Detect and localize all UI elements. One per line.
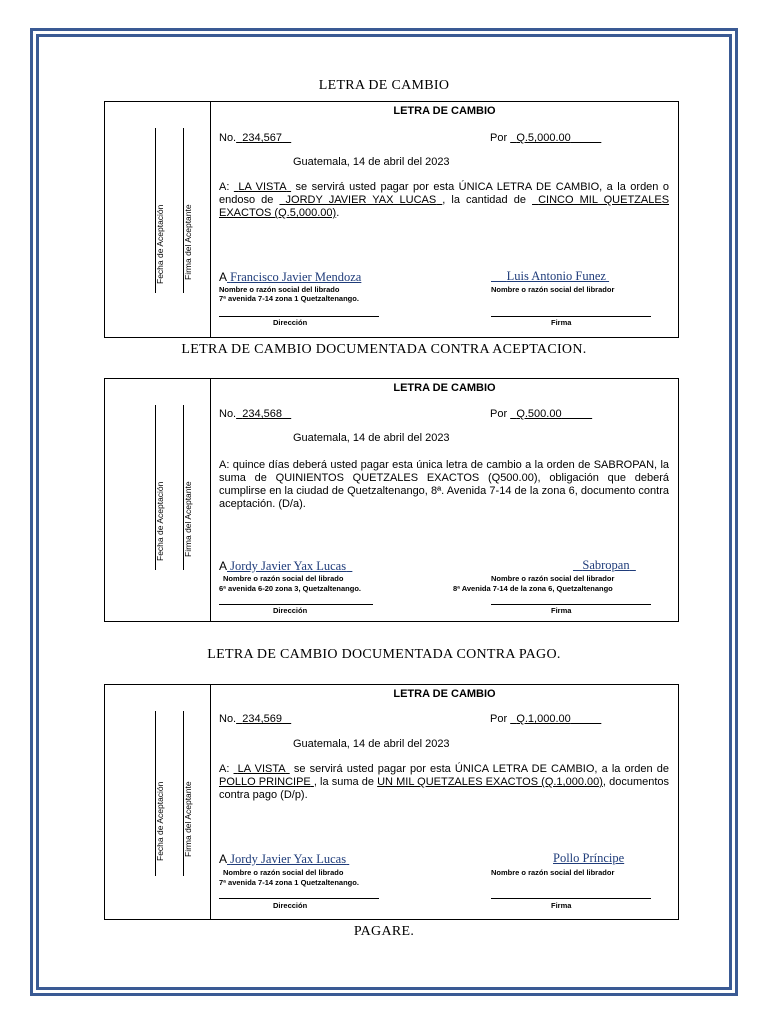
drawee-row: A Jordy Javier Yax Lucas [219,559,352,574]
drawer-caption: Nombre o razón social del librador [491,285,615,294]
bill-number-row: No. 234,569 [219,713,291,725]
drawer-name: Sabropan [582,558,630,572]
acceptance-stub [105,102,211,337]
heading-aceptacion: LETRA DE CAMBIO DOCUMENTADA CONTRA ACEPTACION. [181,342,587,357]
drawee-address: 7ª avenida 7-14 zona 1 Quetzaltenango. [219,878,359,887]
drawee-address: 7ª avenida 7-14 zona 1 Quetzaltenango. [219,294,359,303]
drawee-address: 6ª avenida 6-20 zona 3, Quetzaltenango. [219,584,361,593]
amount-figure: Q.500.00 [516,408,562,420]
drawee-row: A Jordy Javier Yax Lucas [219,852,349,867]
bill-number: 234,569 [242,713,283,725]
drawer-caption: Nombre o razón social del librador [491,574,615,583]
amount-row: Por Q.1,000.00 [490,713,601,725]
drawer-name: Luis Antonio Funez [506,269,606,283]
acceptance-stub [105,379,211,621]
firma-caption: Firma [551,901,572,910]
drawee-caption: Nombre o razón social del librado [219,285,340,294]
bill-number: 234,568 [242,408,283,420]
direccion-caption: Dirección [273,318,308,327]
bill-of-exchange-1 [104,101,679,338]
amount-figure: Q.5,000.00 [516,132,571,144]
heading-pago: LETRA DE CAMBIO DOCUMENTADA CONTRA PAGO. [207,647,561,662]
drawer-caption: Nombre o razón social del librador [491,868,615,877]
firma-caption: Firma [551,606,572,615]
bill-title: LETRA DE CAMBIO [393,105,496,117]
amount-figure: Q.1,000.00 [516,713,571,725]
no-label: No. [219,132,237,144]
stub-label-firma: Firma del Aceptante [183,204,193,280]
drawee-name: Jordy Javier Yax Lucas [230,559,347,573]
heading-pagare: PAGARE. [353,924,415,939]
bill-body-text: A: LA VISTA se servirá usted pagar por esta ÚNICA LETRA DE CAMBIO, a la orden de POLLO PRINCIPE , la suma de UN MIL QUETZALES EXACTOS (Q.1,000.00), documentos contra pago (D/p). [219,763,670,801]
stub-label-fecha: Fecha de Aceptación [155,204,165,284]
place-date: Guatemala, 14 de abril del 2023 [293,738,450,750]
bill-body-text: A: quince días deberá usted pagar esta única letra de cambio a la orden de SABROPAN, la suma de QUINIENTOS QUETZALES EXACTOS (Q500.00), obligación que deberá cumplirse en la ciudad de Quetzaltenango, 8ª. Avenida 7-14 de la zona 6, documento contra aceptación. (D/a). [219,459,669,510]
amount-row [490,132,601,144]
direccion-caption: Dirección [273,901,308,910]
bill-of-exchange-3 [104,684,679,920]
stub-label-firma: Firma del Aceptante [183,481,193,557]
direccion-caption: Dirección [273,606,308,615]
firma-line [491,898,651,899]
place-date: Guatemala, 14 de abril del 2023 [293,156,450,168]
heading-letra-de-cambio: LETRA DE CAMBIO [318,78,450,93]
drawee-row: A Francisco Javier Mendoza [219,270,362,284]
stub-label-fecha: Fecha de Aceptación [155,781,165,861]
drawee-caption: Nombre o razón social del librado [223,868,344,877]
bill-of-exchange-2 [104,378,679,622]
stub-label-firma: Firma del Aceptante [183,781,193,857]
bill-number: 234,567 [242,132,283,144]
firma-caption: Firma [551,318,572,327]
drawee-name: Francisco Javier Mendoza [230,270,362,284]
bill-title: LETRA DE CAMBIO [393,688,496,700]
drawee-caption: Nombre o razón social del librado [223,574,344,583]
direccion-line [219,604,373,605]
drawee-name: Jordy Javier Yax Lucas [230,852,347,866]
stub-label-fecha: Fecha de Aceptación [155,481,165,561]
drawer-address: 8ª Avenida 7-14 de la zona 6, Quetzaltenango [453,584,613,593]
firma-line [491,316,651,317]
acceptance-stub [105,685,211,919]
bill-title: LETRA DE CAMBIO [393,382,496,394]
place-date: Guatemala, 14 de abril del 2023 [293,432,450,444]
firma-line [491,604,651,605]
amount-row: Por Q.500.00 [490,408,592,420]
drawer-name: Pollo Príncipe [553,851,625,865]
direccion-line [219,316,379,317]
direccion-line [219,898,379,899]
bill-body-text: A: LA VISTA se servirá usted pagar por esta ÚNICA LETRA DE CAMBIO, a la orden o endoso de JORDY JAVIER YAX LUCAS , la cantidad de CINCO MIL QUETZALES EXACTOS (Q.5,000.00). [219,181,670,219]
bill-number-row [219,132,291,144]
por-label: Por [490,132,508,144]
bill-number-row: No. 234,568 [219,408,291,420]
